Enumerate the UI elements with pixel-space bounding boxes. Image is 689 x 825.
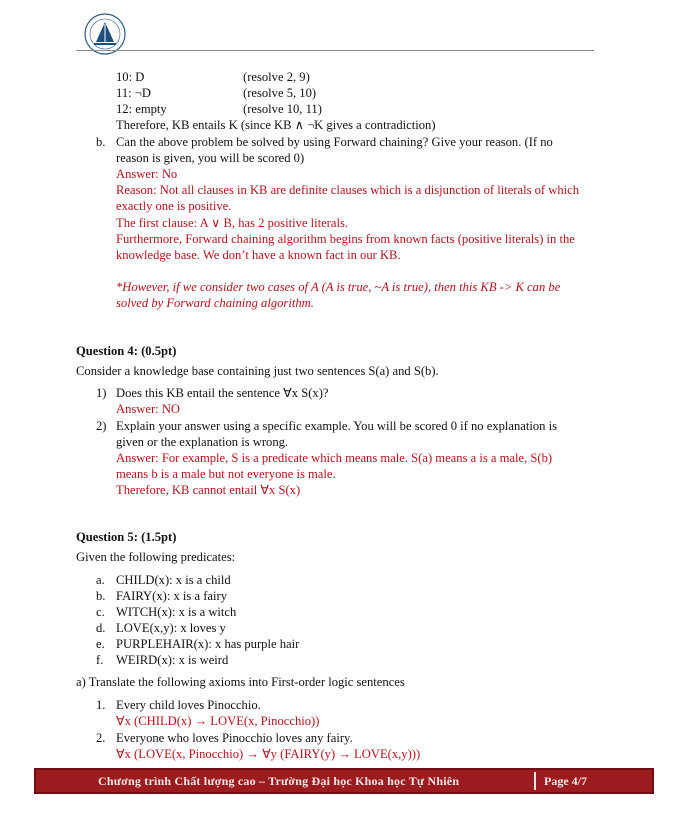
- list-marker: b.: [96, 589, 106, 603]
- predicate-item: FAIRY(x): x is a fairy: [116, 589, 227, 603]
- answer-text: means b is a male but not everyone is male.: [116, 467, 336, 481]
- predicate-item: PURPLEHAIR(x): x has purple hair: [116, 637, 300, 651]
- list-marker: 1): [96, 386, 107, 400]
- footer-page-number: Page 4/7: [544, 774, 587, 788]
- list-marker: f.: [96, 653, 104, 667]
- note-text: solved by Forward chaining algorithm.: [116, 296, 314, 310]
- page-bottom-margin: [0, 800, 689, 825]
- axiom-text: Everyone who loves Pinocchio loves any fairy.: [116, 731, 353, 745]
- list-marker: c.: [96, 605, 105, 619]
- header-rule: [76, 50, 594, 51]
- list-marker: 1.: [96, 698, 106, 712]
- list-marker: 2): [96, 419, 107, 433]
- question-title: Question 4: (0.5pt): [76, 344, 177, 358]
- question-text: reason is given, you will be scored 0): [116, 151, 305, 165]
- answer-text: Answer: For example, S is a predicate which means male. S(a) means a is a male, S(b): [116, 451, 553, 465]
- footer-divider: [534, 772, 536, 790]
- question-intro: Given the following predicates:: [76, 550, 236, 564]
- fol-answer: ∀x (CHILD(x) → LOVE(x, Pinocchio)): [116, 714, 320, 728]
- question-intro: Consider a knowledge base containing just two sentences S(a) and S(b).: [76, 364, 439, 378]
- resolve-step: 11: ¬D: [116, 86, 151, 100]
- conclusion: Therefore, KB entails K (since KB ∧ ¬K gives a contradiction): [116, 118, 436, 132]
- question-title: Question 5: (1.5pt): [76, 530, 177, 544]
- reason-text: Reason: Not all clauses in KB are definite clauses which is a disjunction of literals of which: [116, 183, 580, 197]
- part-heading: a) Translate the following axioms into First-order logic sentences: [76, 675, 405, 689]
- resolve-step: 12: empty: [116, 102, 167, 116]
- reason-text: Furthermore, Forward chaining algorithm begins from known facts (positive literals) in the: [116, 232, 575, 246]
- resolve-reason: (resolve 2, 9): [243, 70, 310, 84]
- reason-text: exactly one is positive.: [116, 199, 232, 213]
- predicate-item: WEIRD(x): x is weird: [116, 653, 229, 667]
- page-footer: [34, 768, 654, 794]
- reason-text: The first clause: A ∨ B, has 2 positive literals.: [116, 216, 349, 230]
- list-marker: b.: [96, 135, 106, 149]
- list-marker: e.: [96, 637, 105, 651]
- answer-text: Therefore, KB cannot entail ∀x S(x): [116, 483, 301, 497]
- list-marker: 2.: [96, 731, 106, 745]
- reason-text: knowledge base. We don’t have a known fact in our KB.: [116, 248, 401, 262]
- question-text: Does this KB entail the sentence ∀x S(x)?: [116, 386, 329, 400]
- resolve-reason: (resolve 10, 11): [243, 102, 322, 116]
- axiom-text: Every child loves Pinocchio.: [116, 698, 261, 712]
- note-text: *However, if we consider two cases of A (A is true, ~A is true), then this KB -> K can be: [116, 280, 561, 294]
- question-text: Explain your answer using a specific example. You will be scored 0 if no explanation is: [116, 419, 558, 433]
- list-marker: a.: [96, 573, 105, 587]
- answer-text: Answer: NO: [116, 402, 181, 416]
- fol-answer: ∀x (LOVE(x, Pinocchio) → ∀y (FAIRY(y) → LOVE(x,y))): [116, 747, 421, 761]
- answer-text: Answer: No: [116, 167, 178, 181]
- list-marker: d.: [96, 621, 106, 635]
- predicate-item: WITCH(x): x is a witch: [116, 605, 237, 619]
- footer-program-name: Chương trình Chất lượng cao – Trường Đại học Khoa học Tự Nhiên: [98, 774, 460, 788]
- question-text: given or the explanation is wrong.: [116, 435, 289, 449]
- predicate-item: LOVE(x,y): x loves y: [116, 621, 226, 635]
- question-text: Can the above problem be solved by using Forward chaining? Give your reason. (If no: [116, 135, 553, 149]
- predicate-item: CHILD(x): x is a child: [116, 573, 231, 587]
- resolve-reason: (resolve 5, 10): [243, 86, 317, 100]
- resolve-step: 10: D: [116, 70, 145, 84]
